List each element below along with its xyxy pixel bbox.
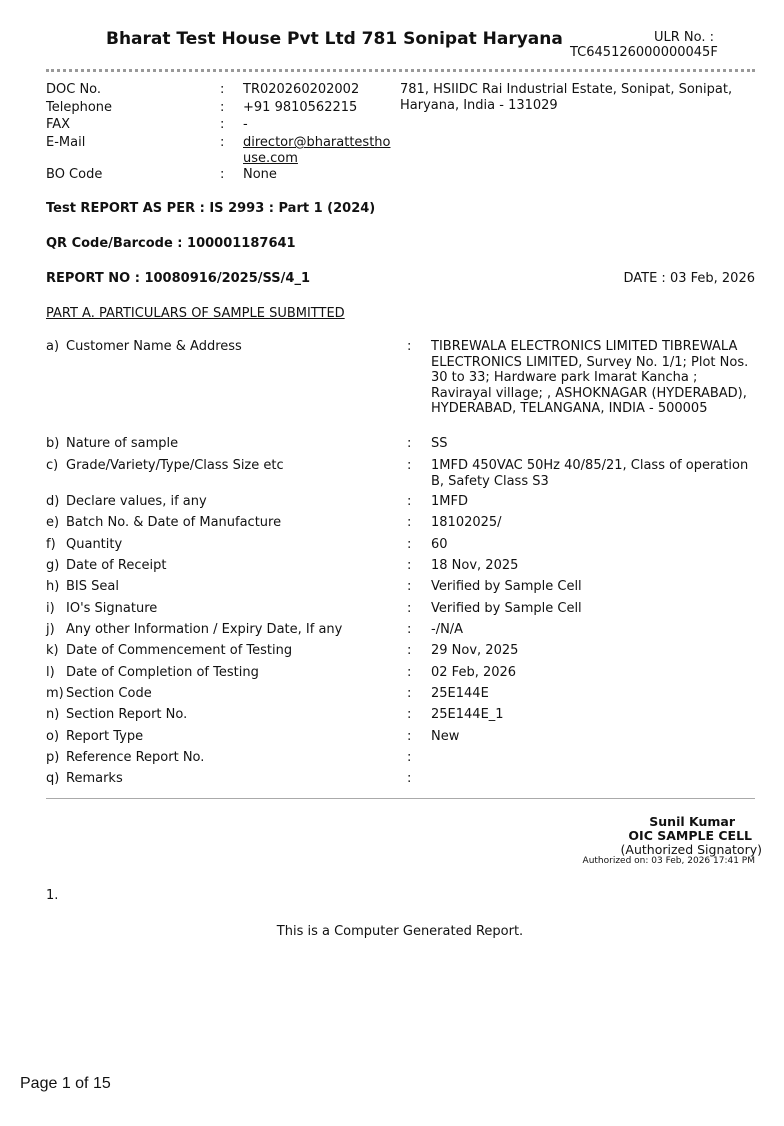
- info-label: FAX: [46, 117, 71, 132]
- row-value: 25E144E_1: [431, 707, 504, 722]
- row-colon: :: [407, 458, 412, 473]
- row-value: 29 Nov, 2025: [431, 643, 519, 658]
- row-value: Verified by Sample Cell: [431, 601, 582, 616]
- report-title: Bharat Test House Pvt Ltd 781 Sonipat Haryana: [106, 29, 563, 49]
- row-label: Nature of sample: [66, 436, 179, 451]
- row-colon: :: [407, 665, 412, 680]
- row-letter: c): [46, 458, 59, 473]
- row-letter: i): [46, 601, 55, 616]
- row-value: -/N/A: [431, 622, 464, 637]
- row-letter: o): [46, 729, 60, 744]
- row-letter: p): [46, 750, 60, 765]
- row-label: Date of Commencement of Testing: [66, 643, 293, 658]
- row-letter: m): [46, 686, 64, 701]
- row-letter: h): [46, 579, 60, 594]
- report-date: DATE : 03 Feb, 2026: [623, 271, 755, 286]
- dotted-divider: [46, 69, 755, 72]
- section-divider: [46, 798, 755, 799]
- row-letter: n): [46, 707, 60, 722]
- row-label: IO's Signature: [66, 601, 158, 616]
- row-value: Verified by Sample Cell: [431, 579, 582, 594]
- row-label: Grade/Variety/Type/Class Size etc: [66, 458, 284, 473]
- row-colon: :: [407, 729, 412, 744]
- row-colon: :: [407, 771, 412, 786]
- authorized-timestamp: Authorized on: 03 Feb, 2026 17:41 PM: [582, 856, 755, 866]
- qr-code-line: QR Code/Barcode : 100001187641: [46, 236, 296, 251]
- row-value: TIBREWALA ELECTRONICS LIMITED TIBREWALA ELECTRONICS LIMITED, Survey No. 1/1; Plot Nos. 30 to 33; Hardware park Imarat Kancha ; Ravirayal village; , ASHOKNAGAR (HYDERABAD), HYDERABAD, TELANGANA, INDIA - 500005: [431, 339, 749, 416]
- info-colon: :: [220, 100, 225, 115]
- row-label: Section Report No.: [66, 707, 188, 722]
- row-label: Any other Information / Expiry Date, If any: [66, 622, 343, 637]
- row-label: Date of Completion of Testing: [66, 665, 259, 680]
- row-value: 18 Nov, 2025: [431, 558, 519, 573]
- numbered-item: 1.: [46, 888, 59, 903]
- row-label: Batch No. & Date of Manufacture: [66, 515, 282, 530]
- ulr-label: ULR No. :: [654, 30, 715, 45]
- row-colon: :: [407, 750, 412, 765]
- row-colon: :: [407, 686, 412, 701]
- row-letter: l): [46, 665, 55, 680]
- row-colon: :: [407, 494, 412, 509]
- row-label: Section Code: [66, 686, 152, 701]
- part-a-heading: PART A. PARTICULARS OF SAMPLE SUBMITTED: [46, 306, 345, 321]
- row-letter: d): [46, 494, 60, 509]
- info-value: -: [243, 117, 248, 132]
- info-value: None: [243, 167, 277, 182]
- row-letter: e): [46, 515, 60, 530]
- row-colon: :: [407, 436, 412, 451]
- signatory-name: Sunil Kumar: [649, 814, 735, 829]
- email-link[interactable]: director@bharattesthouse.com: [243, 135, 391, 166]
- info-label: BO Code: [46, 167, 103, 182]
- row-value: 02 Feb, 2026: [431, 665, 517, 680]
- row-colon: :: [407, 643, 412, 658]
- test-report-standard: Test REPORT AS PER : IS 2993 : Part 1 (2024): [46, 201, 376, 216]
- row-value: New: [431, 729, 460, 744]
- row-colon: :: [407, 601, 412, 616]
- row-value: SS: [431, 436, 448, 451]
- row-letter: k): [46, 643, 59, 658]
- row-letter: q): [46, 771, 60, 786]
- ulr-value: TC645126000000045F: [570, 45, 718, 60]
- info-label: Telephone: [46, 100, 113, 115]
- info-value: TR020260202002: [243, 82, 360, 97]
- row-label: Date of Receipt: [66, 558, 167, 573]
- row-colon: :: [407, 537, 412, 552]
- info-label: E-Mail: [46, 135, 86, 150]
- row-value: 25E144E: [431, 686, 489, 701]
- row-label: BIS Seal: [66, 579, 119, 594]
- page-number: Page 1 of 15: [20, 1075, 111, 1092]
- row-value: 1MFD 450VAC 50Hz 40/85/21, Class of operation B, Safety Class S3: [431, 458, 749, 489]
- row-letter: j): [46, 622, 55, 637]
- row-label: Declare values, if any: [66, 494, 207, 509]
- signatory-role: (Authorized Signatory): [620, 842, 762, 857]
- row-label: Report Type: [66, 729, 144, 744]
- row-colon: :: [407, 579, 412, 594]
- info-value: +91 9810562215: [243, 100, 358, 115]
- row-value: 18102025/: [431, 515, 502, 530]
- row-label: Quantity: [66, 537, 123, 552]
- row-colon: :: [407, 622, 412, 637]
- info-colon: :: [220, 117, 225, 132]
- row-colon: :: [407, 515, 412, 530]
- row-letter: g): [46, 558, 60, 573]
- row-letter: f): [46, 537, 56, 552]
- row-value: 60: [431, 537, 448, 552]
- row-label: Customer Name & Address: [66, 339, 242, 354]
- report-number: REPORT NO : 10080916/2025/SS/4_1: [46, 271, 310, 286]
- info-colon: :: [220, 167, 225, 182]
- row-label: Reference Report No.: [66, 750, 205, 765]
- info-colon: :: [220, 135, 225, 150]
- info-colon: :: [220, 82, 225, 97]
- row-colon: :: [407, 339, 412, 354]
- info-label: DOC No.: [46, 82, 102, 97]
- signatory-cell: OIC SAMPLE CELL: [628, 828, 752, 843]
- row-letter: a): [46, 339, 60, 354]
- row-value: 1MFD: [431, 494, 468, 509]
- lab-address: 781, HSIIDC Rai Industrial Estate, Sonipat, Sonipat, Haryana, India - 131029: [400, 82, 733, 113]
- row-letter: b): [46, 436, 60, 451]
- computer-generated-note: This is a Computer Generated Report.: [276, 924, 524, 939]
- row-colon: :: [407, 558, 412, 573]
- row-colon: :: [407, 707, 412, 722]
- row-label: Remarks: [66, 771, 123, 786]
